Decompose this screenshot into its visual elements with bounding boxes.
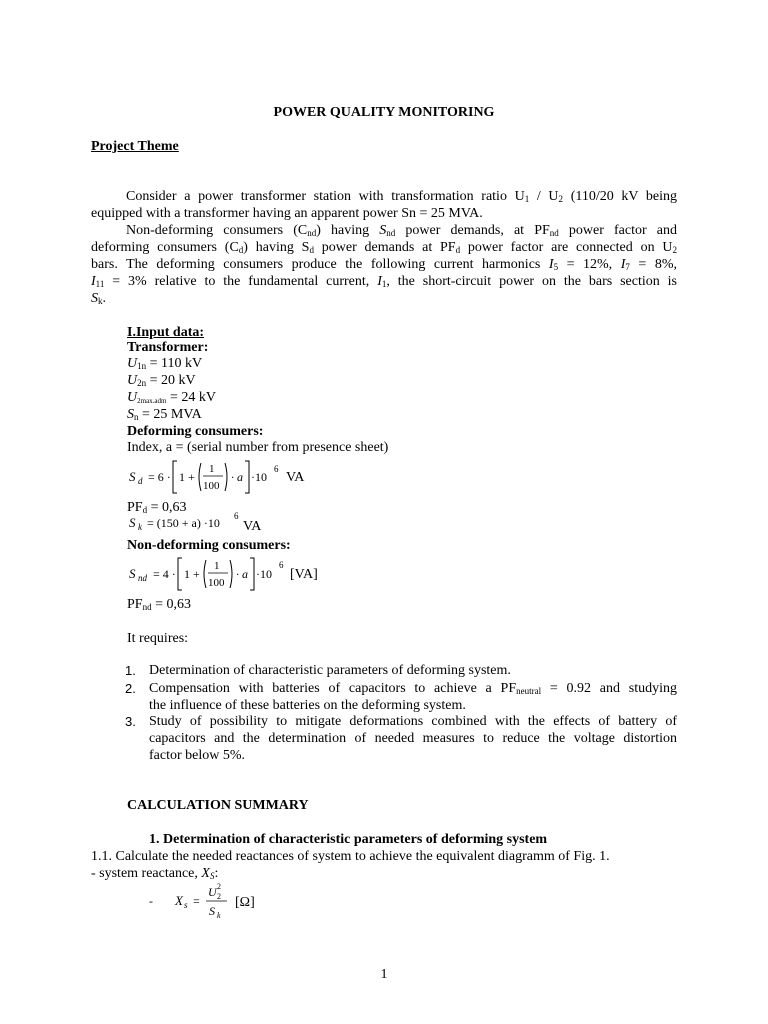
xs-num-sup: 2 xyxy=(217,882,221,891)
sd-eq: = 6 · xyxy=(148,470,171,484)
req-1-number: 1. xyxy=(125,663,136,678)
snd-right-paren xyxy=(230,560,232,588)
sd-den: 100 xyxy=(203,480,220,492)
xs-subscript: s xyxy=(184,900,188,910)
sd-left-bracket xyxy=(173,461,177,493)
req-3-line-1: Study of possibility to mitigate deformations combined with the effects of battery of xyxy=(149,714,677,729)
sd-a: · a xyxy=(231,470,243,484)
pfnd-line: $PF_{nd} = 0,63$ xyxy=(127,597,191,612)
sk-unit: VA xyxy=(243,519,262,534)
req-2-line-2: the influence of these batteries on the deforming system. xyxy=(149,698,466,713)
snd-left-paren xyxy=(204,560,206,588)
snd-one: 1 + xyxy=(184,567,200,581)
page-title: POWER QUALITY MONITORING xyxy=(273,105,495,120)
nondeforming-heading: Non-deforming consumers: xyxy=(127,538,291,553)
xs-unit: [Ω] xyxy=(235,895,255,910)
snd-left-bracket xyxy=(178,558,182,590)
sk-eq: = (150 + a) ·10 xyxy=(147,516,220,530)
requires-line: It requires: xyxy=(127,631,189,646)
sk-exp: 6 xyxy=(234,511,239,521)
snd-a: · a xyxy=(236,567,248,581)
xs-eq: = xyxy=(193,894,200,908)
xs-symbol: X xyxy=(175,893,183,908)
snd-eq: = 4 · xyxy=(153,567,176,581)
u2n-line: $U_{2n} = 20$ kV xyxy=(127,373,196,388)
project-theme-heading: Project Theme xyxy=(91,139,179,154)
xs-num-u: U xyxy=(208,885,217,899)
theme-line-4: deforming consumers $(C_d)$ having $S_d$ power demands at $PF_d$ power factor are connected on $U_2$ xyxy=(91,240,677,255)
xs-dash: - xyxy=(149,894,153,908)
xs-num-sub: 2 xyxy=(217,892,221,901)
snd-unit: [VA] xyxy=(290,567,318,582)
sd-subscript: d xyxy=(138,476,143,486)
pfd-line: $PF_d = 0,63$ xyxy=(127,500,187,515)
input-data-heading: I.Input data: xyxy=(127,325,205,340)
xs-den-sub: k xyxy=(217,911,221,920)
theme-line-3: Non-deforming consumers $(C_{nd})$ having $S_{nd}$ power demands, at $PF_{nd}$ power factor and xyxy=(126,223,678,238)
snd-subscript: nd xyxy=(138,573,147,583)
snd-symbol: S xyxy=(129,566,136,581)
snd-right-bracket xyxy=(250,558,254,590)
theme-line-5: bars. The deforming consumers produce the following current harmonics $I_5 = 12\%$, $I_7 = 8\%$, xyxy=(91,257,678,272)
sd-pow: ·10 xyxy=(251,470,267,484)
sd-num: 1 xyxy=(209,463,215,475)
section-1-heading: 1. Determination of characteristic parameters of deforming system xyxy=(149,832,548,847)
sk-symbol: S xyxy=(129,515,136,530)
req-2-number: 2. xyxy=(125,681,136,696)
index-line: Index, a = (serial number from presence sheet) xyxy=(127,440,389,455)
sd-right-paren xyxy=(225,463,227,491)
sd-one: 1 + xyxy=(179,470,195,484)
snd-pow: ·10 xyxy=(256,567,272,581)
req-2-line-1: Compensation with batteries of capacitors to achieve a $PF_{neutral} = 0.92$ and studying xyxy=(149,681,677,696)
snd-exp: 6 xyxy=(279,560,284,570)
sn-line: $S_n = 25$ MVA xyxy=(127,407,202,422)
req-1-text: Determination of characteristic parameters of deforming system. xyxy=(149,663,511,678)
page-number: 1 xyxy=(380,967,388,982)
theme-line-1: Consider a power transformer station with transformation ratio $U_1 / U_2$ (110/20 kV being xyxy=(126,189,677,204)
sk-subscript: k xyxy=(138,522,142,532)
calculation-summary-heading: CALCULATION SUMMARY xyxy=(127,798,309,813)
transformer-heading: Transformer: xyxy=(127,340,209,355)
sd-unit: VA xyxy=(286,470,305,485)
theme-line-6: $I_{11} = 3\%$ relative to the fundamental current, $I_1$, the short-circuit power on the bars section is xyxy=(91,274,677,289)
sd-symbol: S xyxy=(129,469,136,484)
u2max-line: $U_{2max.adm} = 24$ kV xyxy=(127,390,216,405)
snd-den: 100 xyxy=(208,577,225,589)
theme-line-2: equipped with a transformer having an apparent power Sn = 25 MVA. xyxy=(91,206,483,221)
sd-right-bracket xyxy=(245,461,249,493)
req-3-number: 3. xyxy=(125,714,136,729)
sd-left-paren xyxy=(199,463,201,491)
u1n-line: $U_{1n} = 110$ kV xyxy=(127,356,203,371)
step-1-1: 1.1. Calculate the needed reactances of system to achieve the equivalent diagramm of Fig. 1. xyxy=(91,849,610,864)
system-reactance-label: - system reactance, $X_S$: xyxy=(91,866,219,881)
deforming-heading: Deforming consumers: xyxy=(127,424,264,439)
xs-den-s: S xyxy=(209,904,215,918)
snd-num: 1 xyxy=(214,560,220,572)
xs-equation xyxy=(147,880,277,922)
req-3-line-2: capacitors and the determination of needed measures to reduce the voltage distortion xyxy=(149,731,677,746)
sd-exp: 6 xyxy=(274,464,279,474)
req-3-line-3: factor below 5%. xyxy=(149,748,246,763)
theme-line-7: $S_k$. xyxy=(91,291,106,306)
